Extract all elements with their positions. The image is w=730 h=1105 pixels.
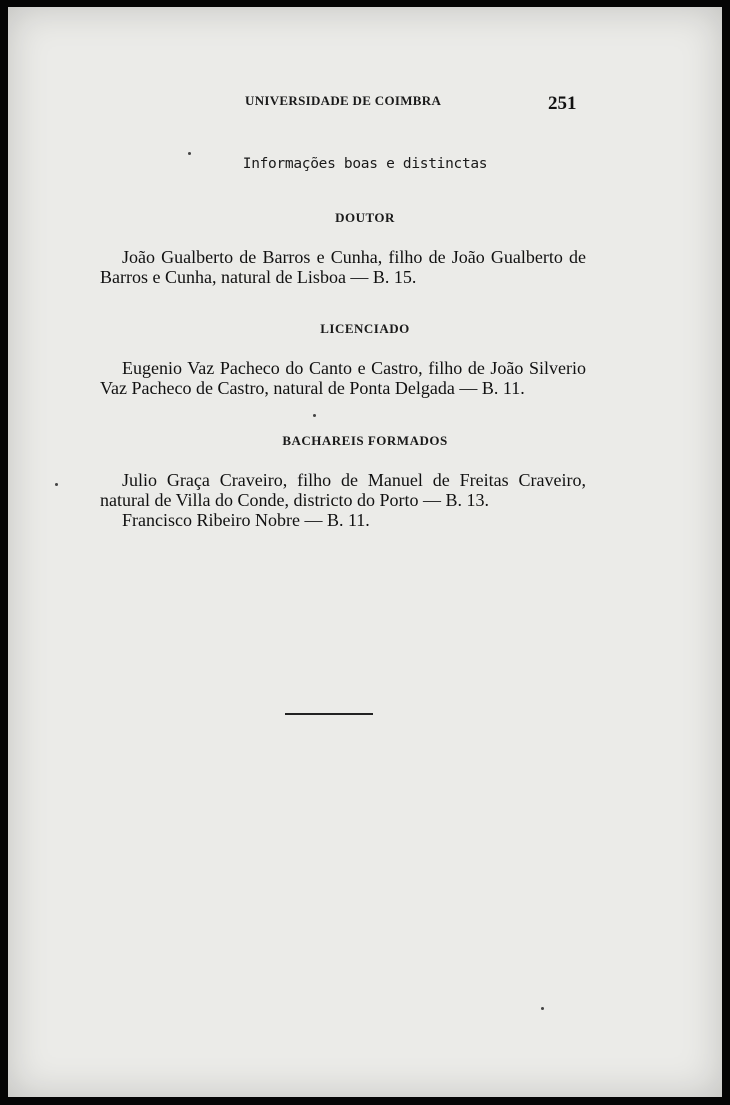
scan-speck (541, 1007, 544, 1010)
scanned-page (8, 7, 722, 1097)
closing-rule (285, 713, 373, 715)
entry-bachareis (100, 470, 586, 530)
running-header: UNIVERSIDADE DE COIMBRA (245, 93, 442, 108)
entry-text: Francisco Ribeiro Nobre — B. 11. (122, 510, 370, 530)
entry-text: João Gualberto de Barros e Cunha, filho de João Gualberto de Barros e Cunha, natural de Lisboa — B. 15. (100, 247, 586, 287)
entry-doutor (100, 247, 586, 287)
section-subtitle: Informações boas e distinctas (242, 156, 488, 172)
scan-speck (55, 483, 58, 486)
heading-licenciado: LICENCIADO (320, 321, 410, 336)
heading-bachareis-formados: BACHAREIS FORMADOS (282, 433, 448, 448)
entry-text: Eugenio Vaz Pacheco do Canto e Castro, filho de João Silverio Vaz Pacheco de Castro, natural de Ponta Delgada — B. 11. (100, 358, 586, 398)
entry-licenciado (100, 358, 586, 398)
entry-text: Julio Graça Craveiro, filho de Manuel de Freitas Craveiro, natural de Villa do Conde, districto do Porto — B. 13. (100, 470, 586, 510)
page-number: 251 (548, 93, 577, 114)
scan-speck (188, 152, 191, 155)
heading-doutor: DOUTOR (335, 210, 395, 225)
scan-speck (313, 414, 316, 417)
